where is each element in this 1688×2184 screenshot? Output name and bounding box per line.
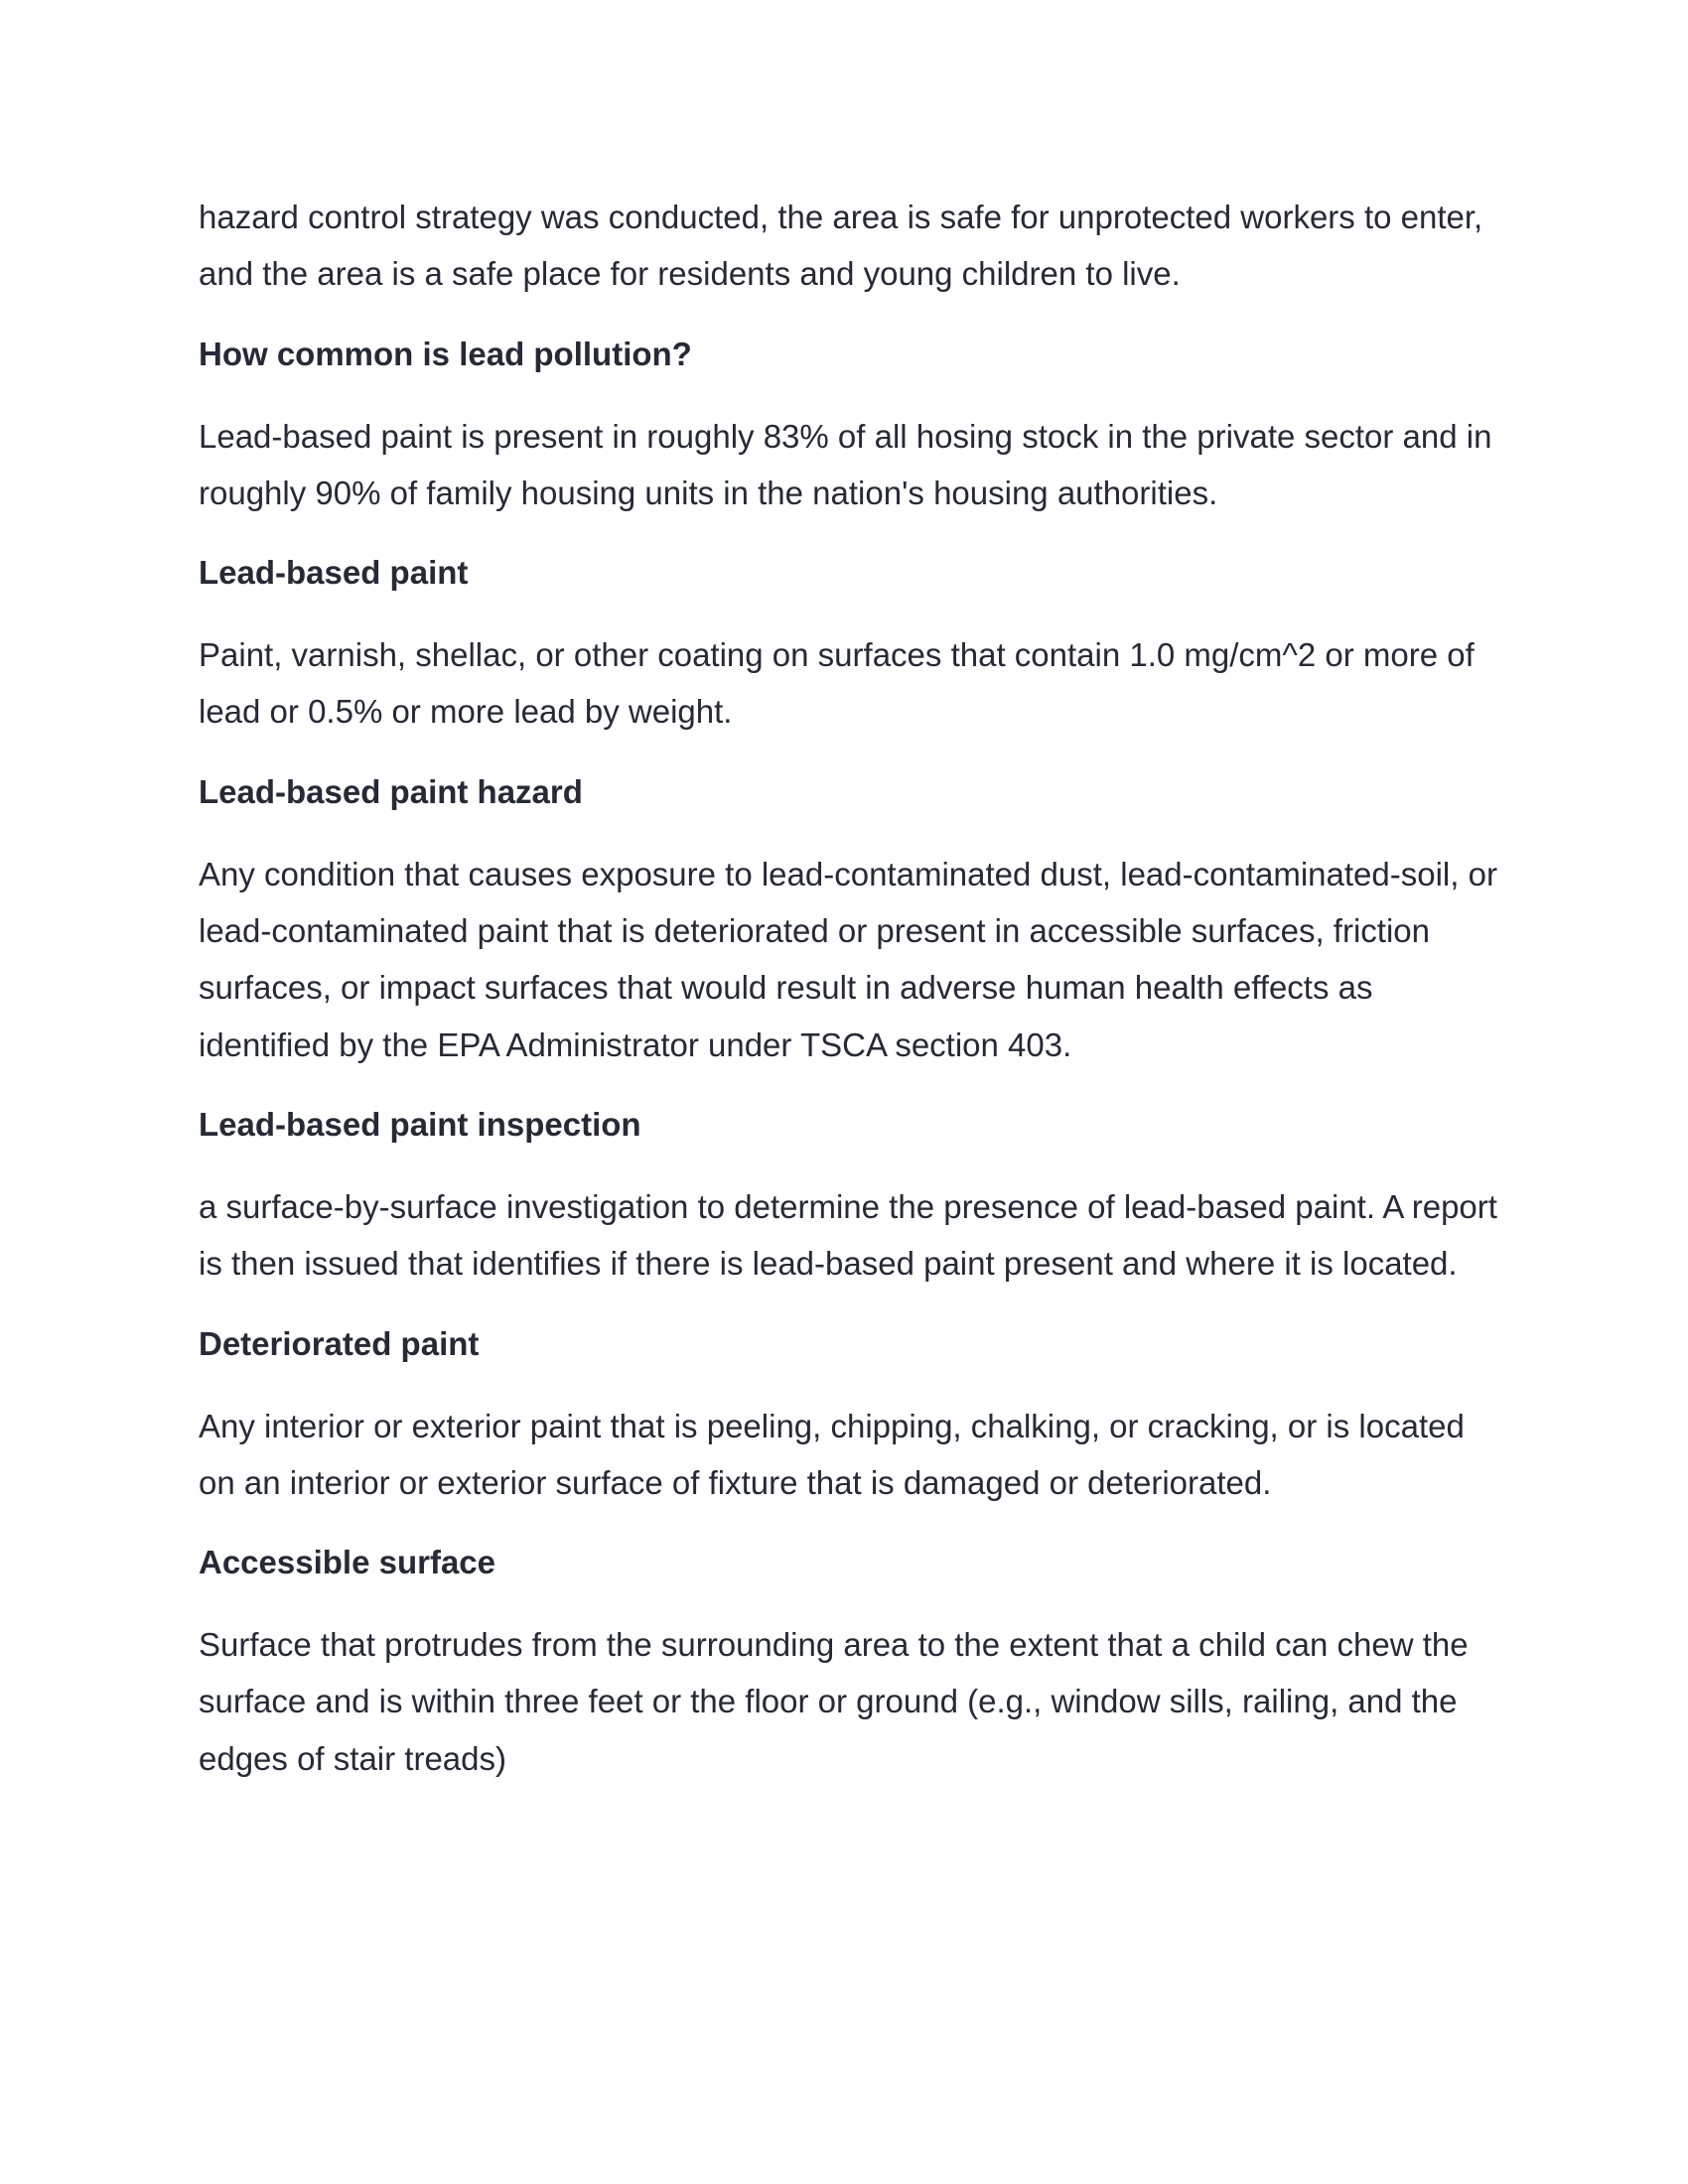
- section-body: Paint, varnish, shellac, or other coating on surfaces that contain 1.0 mg/cm^2 or more of lead or 0.5% or more lead by weight.: [199, 636, 1475, 731]
- section-heading: Lead-based paint: [199, 554, 469, 592]
- section-heading: Lead-based paint hazard: [199, 772, 583, 810]
- section-body: Any condition that causes exposure to lead-contaminated dust, lead-contaminated-soil, or lead-contaminated paint that is deteriorated or present in accessible surfaces, friction surfaces, or impact surfaces that would result in adverse human health effects as identified by the EPA Administrator under TSCA section 403.: [199, 855, 1497, 1063]
- section-lead-based-paint-inspection: [199, 1105, 1499, 1293]
- section-heading: Lead-based paint inspection: [199, 1105, 641, 1143]
- section-body: a surface-by-surface investigation to determine the presence of lead-based paint. A report is then issued that identifies if there is lead-based paint present and where it is located.: [199, 1187, 1497, 1283]
- intro-paragraph: hazard control strategy was conducted, the area is safe for unprotected workers to enter, and the area is a safe place for residents and young children to live.: [199, 199, 1483, 293]
- section-deteriorated-paint: [199, 1324, 1499, 1512]
- section-lead-pollution: [199, 335, 1499, 522]
- section-body: Surface that protrudes from the surrounding area to the extent that a child can chew the surface and is within three feet or the floor or ground (e.g., window sills, railing, and the edges of stair treads): [199, 1626, 1469, 1777]
- section-heading: Accessible surface: [199, 1544, 496, 1581]
- section-lead-based-paint-hazard: [199, 772, 1499, 1073]
- section-body: Lead-based paint is present in roughly 83% of all hosing stock in the private sector and in roughly 90% of family housing units in the nation's housing authorities.: [199, 417, 1492, 511]
- section-lead-based-paint: [199, 553, 1499, 741]
- section-heading: How common is lead pollution?: [199, 335, 692, 372]
- section-body: Any interior or exterior paint that is peeling, chipping, chalking, or cracking, or is located on an interior or exterior surface of fixture that is damaged or deteriorated.: [199, 1407, 1465, 1501]
- section-heading: Deteriorated paint: [199, 1324, 480, 1362]
- section-accessible-surface: [199, 1543, 1499, 1787]
